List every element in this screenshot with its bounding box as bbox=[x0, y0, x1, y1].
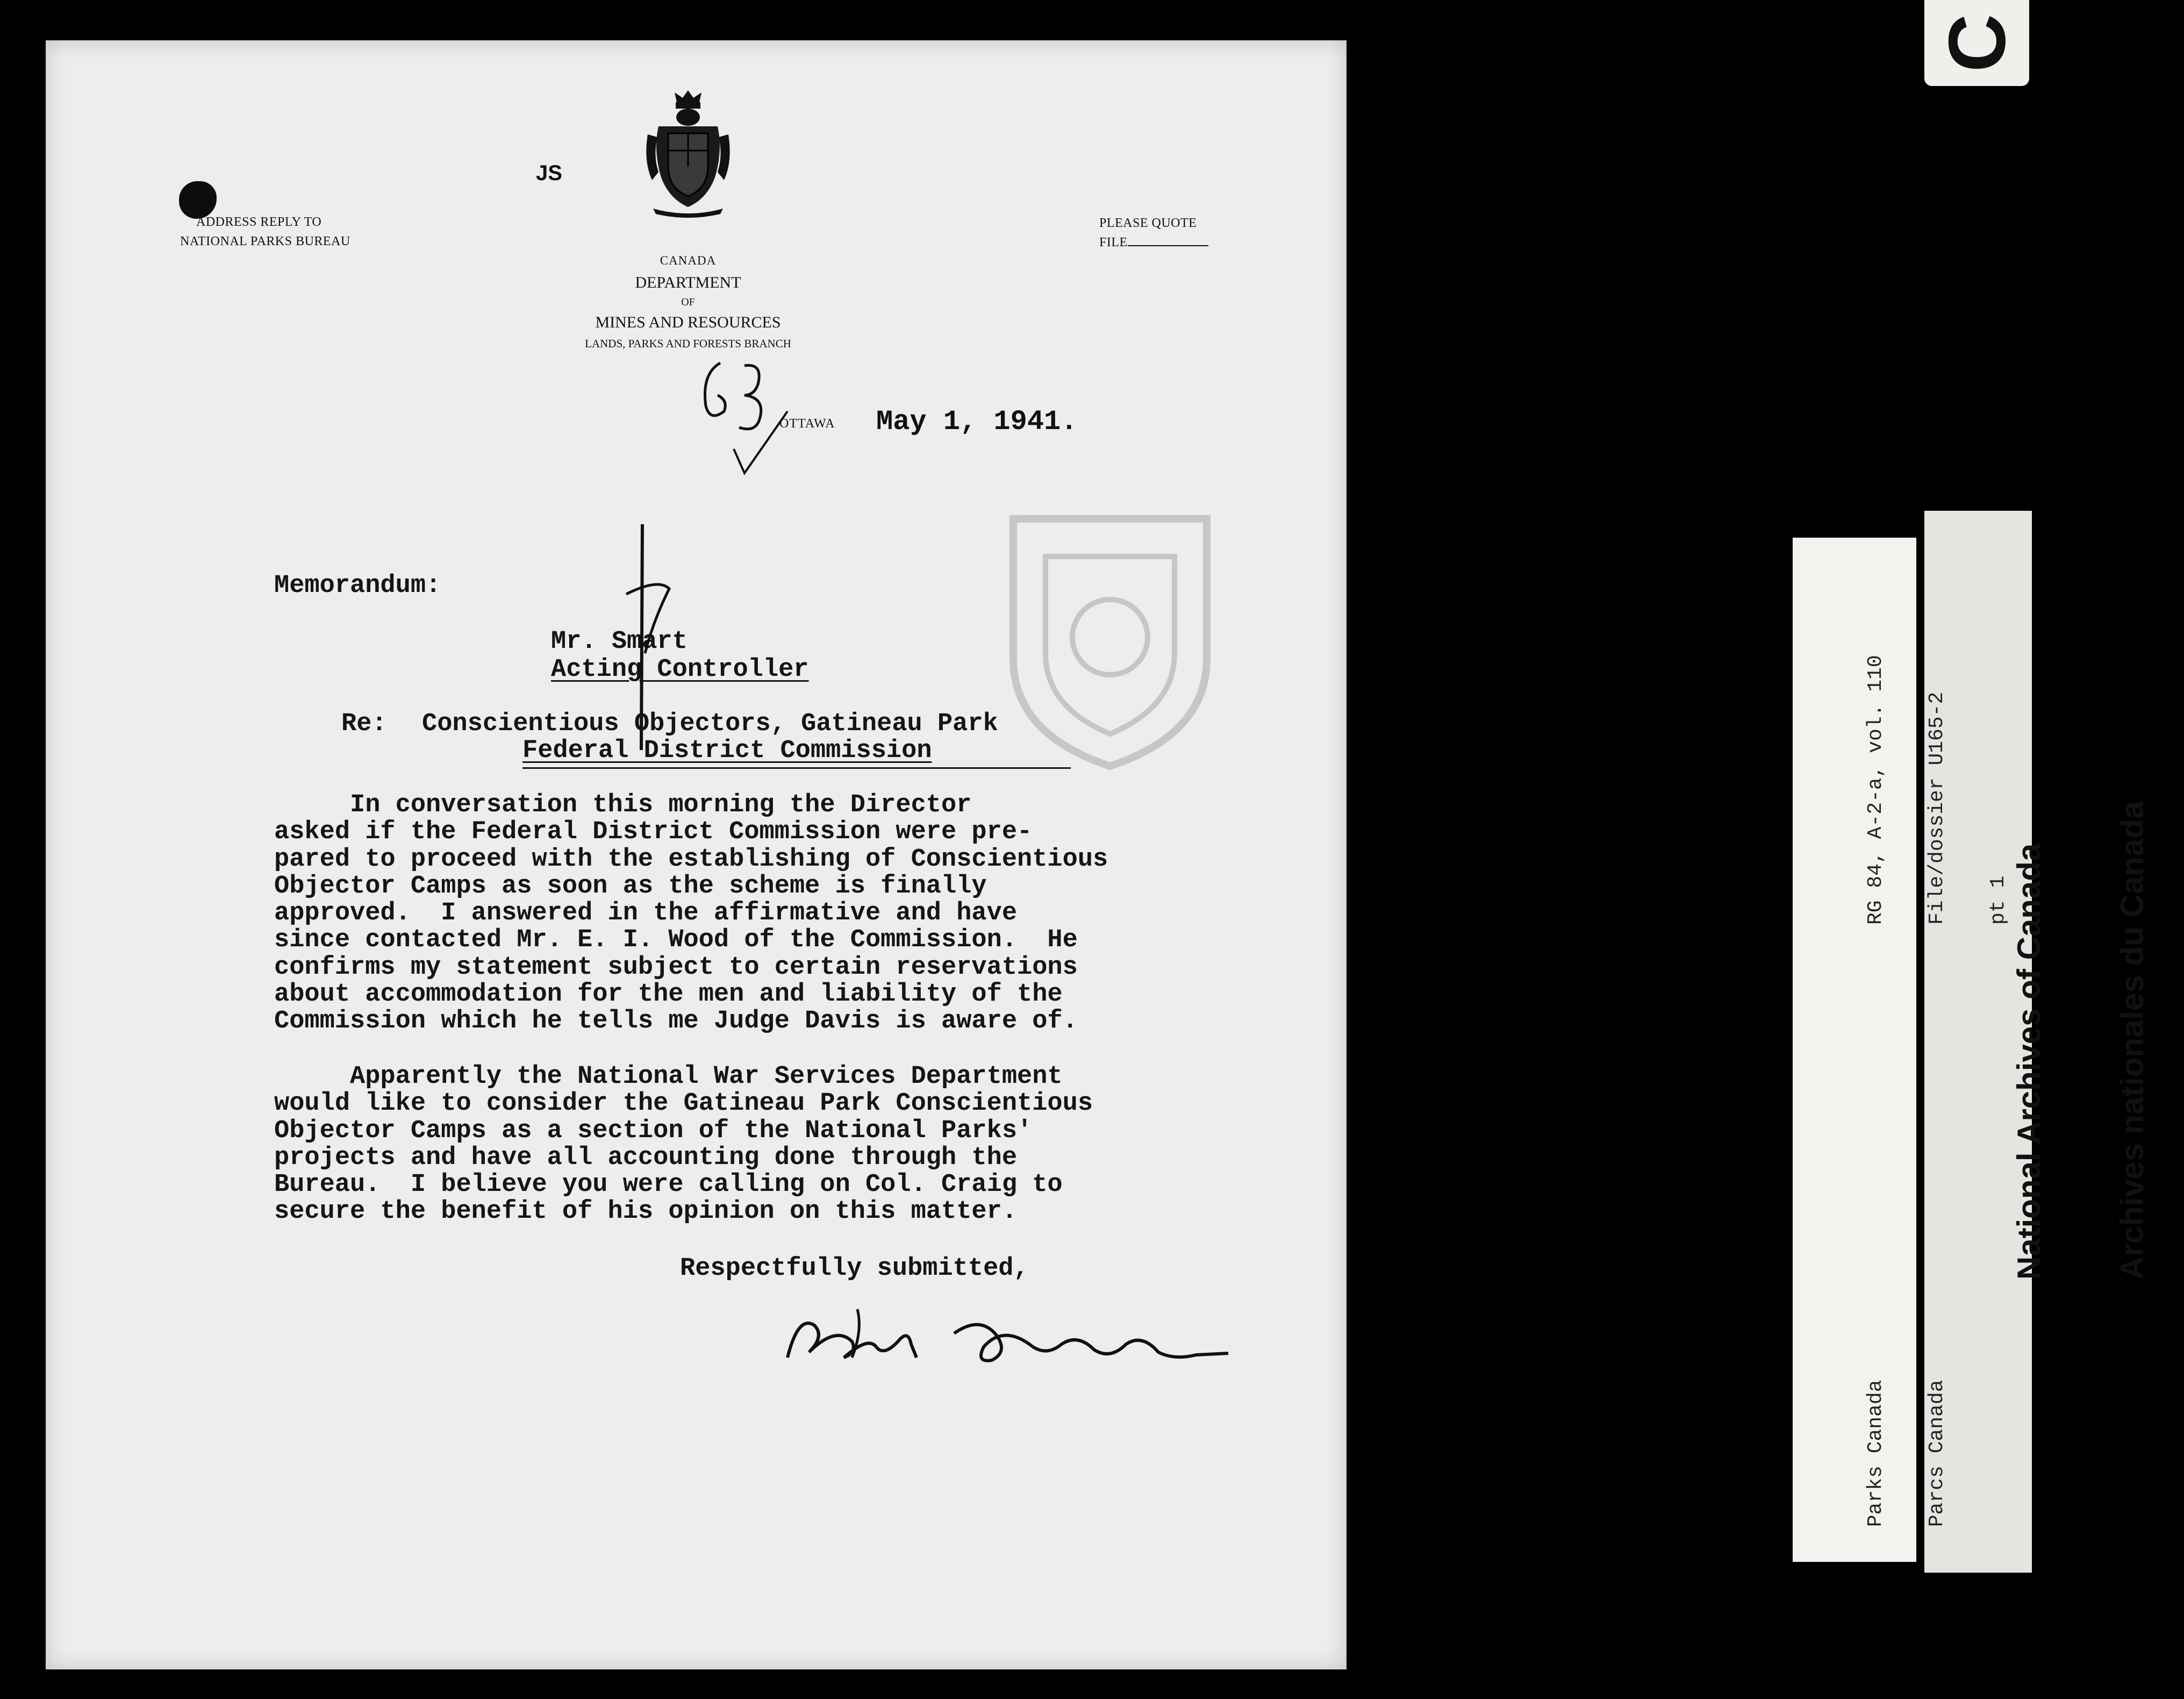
reference-line: File/dossier U165-2 bbox=[1925, 691, 1949, 925]
closing-line: Respectfully submitted, bbox=[680, 1254, 1029, 1283]
body-paragraph bbox=[274, 792, 1242, 1036]
please-quote-label: PLEASE QUOTE bbox=[1099, 216, 1197, 230]
address-line: ADDRESS REPLY TO bbox=[196, 215, 322, 229]
body-line: would like to consider the Gatineau Park Conscientious bbox=[274, 1089, 1093, 1118]
addressee-name: Mr. Smart bbox=[551, 627, 688, 656]
file-label: FILE bbox=[1099, 235, 1128, 249]
archives-name bbox=[1943, 801, 2184, 1280]
body-line: approved. I answered in the affirmative and have bbox=[274, 899, 1018, 928]
file-number-line bbox=[1128, 235, 1208, 246]
agency-line: Parcs Canada bbox=[1925, 1380, 1949, 1527]
typist-initials: JS bbox=[536, 161, 562, 185]
tab-glyph-icon: C bbox=[1931, 13, 2022, 73]
handwritten-signature bbox=[777, 1293, 1239, 1374]
body-line: secure the benefit of his opinion on this matter. bbox=[274, 1197, 1018, 1226]
country-label: CANADA bbox=[660, 254, 717, 267]
please-quote-block bbox=[1099, 213, 1208, 252]
of-label: OF bbox=[681, 296, 695, 308]
subject-line: Conscientious Objectors, Gatineau Park bbox=[422, 710, 998, 738]
archives-name-line: National Archives of Canada bbox=[2011, 843, 2047, 1280]
addressee-title: Acting Controller bbox=[551, 655, 809, 684]
re-label: Re: bbox=[341, 710, 387, 738]
reference-line: pt 1 bbox=[1987, 875, 2010, 925]
body-line: Objector Camps as a section of the National Parks' bbox=[274, 1116, 1033, 1145]
faint-stamp-mark bbox=[970, 497, 1250, 777]
subject-line: Federal District Commission bbox=[522, 737, 932, 765]
archives-name-line: Archives nationales du Canada bbox=[2114, 801, 2150, 1280]
body-line: projects and have all accounting done through the bbox=[274, 1143, 1018, 1172]
agency-line: Parks Canada bbox=[1864, 1380, 1887, 1527]
body-line: confirms my statement subject to certain reservations bbox=[274, 953, 1078, 982]
body-line: about accommodation for the men and liability of the bbox=[274, 980, 1063, 1009]
body-line: Bureau. I believe you were calling on Col. Craig to bbox=[274, 1170, 1063, 1200]
address-line: NATIONAL PARKS BUREAU bbox=[180, 234, 350, 248]
body-line: Apparently the National War Services Department bbox=[274, 1062, 1063, 1091]
branch-label: LANDS, PARKS AND FORESTS BRANCH bbox=[585, 337, 791, 350]
subject-underline bbox=[522, 767, 1071, 769]
body-line: pared to proceed with the establishing of Conscientious bbox=[274, 845, 1108, 874]
letter-page bbox=[46, 40, 1347, 1669]
address-reply-block bbox=[180, 212, 350, 251]
body-line: asked if the Federal District Commission were pre- bbox=[274, 818, 1033, 847]
agency-label bbox=[1825, 1380, 1968, 1527]
body-line: since contacted Mr. E. I. Wood of the Commission. He bbox=[274, 926, 1078, 955]
memo-heading: Memorandum: bbox=[274, 572, 441, 600]
letter-date: May 1, 1941. bbox=[876, 406, 1078, 438]
reference-line: RG 84, A-2-a, vol. 110 bbox=[1864, 655, 1887, 925]
body-line: Commission which he tells me Judge Davis is aware of. bbox=[274, 1007, 1078, 1036]
department-heading bbox=[546, 250, 830, 352]
department-label: DEPARTMENT bbox=[635, 274, 741, 291]
city-label: OTTAWA bbox=[779, 417, 835, 431]
body-line: Objector Camps as soon as the scheme is finally bbox=[274, 872, 987, 901]
body-line: In conversation this morning the Director bbox=[274, 791, 972, 819]
body-paragraph bbox=[274, 1063, 1242, 1226]
canada-coat-of-arms-icon bbox=[642, 86, 734, 218]
ministry-label: MINES AND RESOURCES bbox=[595, 313, 781, 331]
